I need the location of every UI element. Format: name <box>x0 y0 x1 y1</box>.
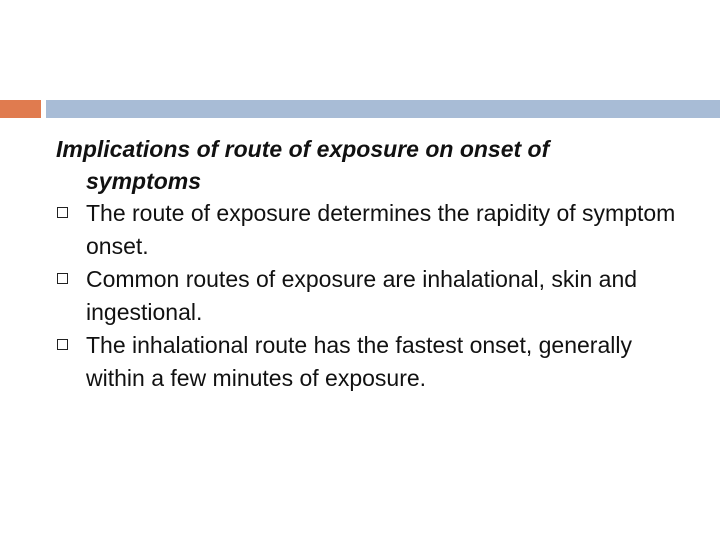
bullet-item <box>56 197 696 263</box>
bullet-list <box>56 197 696 395</box>
bullet-item <box>56 329 696 395</box>
slide-content <box>56 133 696 395</box>
accent-bar-orange <box>0 100 41 118</box>
heading-line-2: symptoms <box>86 168 202 194</box>
bullet-text: Common routes of exposure are inhalational, skin and ingestional. <box>86 266 638 325</box>
square-bullet-icon <box>57 339 68 350</box>
bullet-text: The route of exposure determines the rapidity of symptom onset. <box>86 200 676 259</box>
heading-line-1: Implications of route of exposure on onset of <box>56 136 550 162</box>
square-bullet-icon <box>57 273 68 284</box>
square-bullet-icon <box>57 207 68 218</box>
bullet-item <box>56 263 696 329</box>
slide-heading <box>56 133 696 197</box>
bullet-text: The inhalational route has the fastest onset, generally within a few minutes of exposure. <box>86 332 632 391</box>
accent-bar-blue <box>46 100 720 118</box>
